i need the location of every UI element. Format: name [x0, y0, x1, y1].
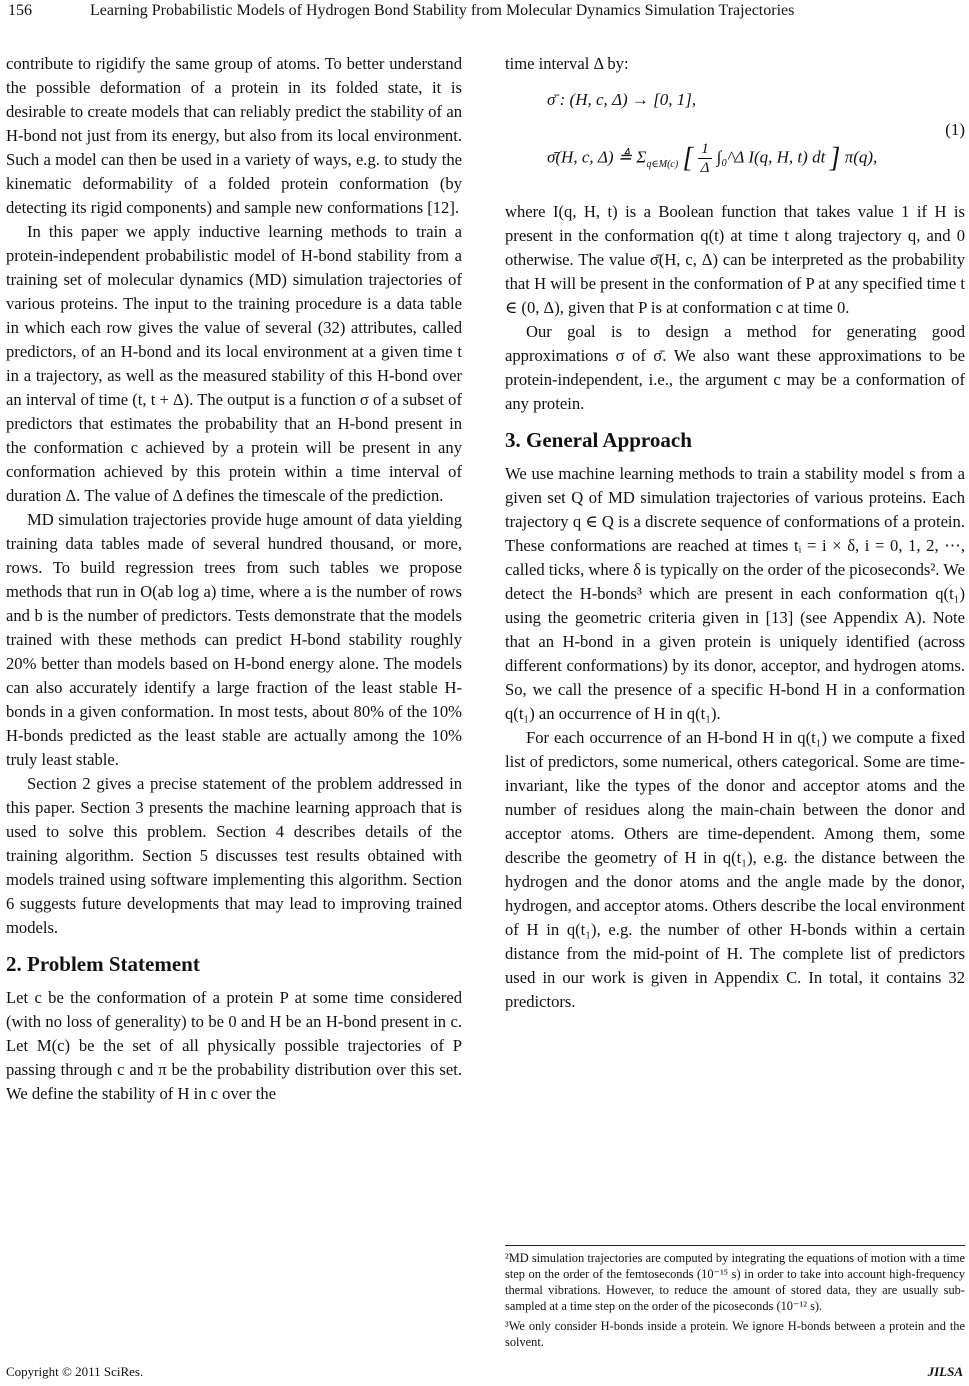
paragraph: contribute to rigidify the same group of atoms. To better understand the possible deformation of a protein in its folded state, it is desirable to create models that can reliably predict the stability of an H-bond not just from its energy, but also from its local environment. Such a model can then be used in a variety of ways, e.g. to study the kinematic deformability of a folded protein conformation (by detecting its rigid components) and sample new conformations [12].: [6, 54, 462, 217]
paragraph: Section 2 gives a precise statement of the problem addressed in this paper. Section 3 presents the machine learning approach that is used to solve this problem. Section 4 describes details of the training algorithm. Section 5 discusses test results obtained with models trained using software implementing this algorithm. Section 6 suggests future developments that may lead to improving trained models.: [6, 774, 462, 937]
right-column: [505, 52, 965, 1014]
paragraph: MD simulation trajectories provide huge amount of data yielding training data tables made of several hundred thousand, or more, rows. To build regression trees from such tables we propose methods that run in O(ab log a) time, where a is the number of rows and b is the number of predictors. Tests demonstrate that the models trained with these methods can predict H-bond stability roughly 20% better than models based on H-bond energy alone. The models can also accurately identify a large fraction of the least stable H-bonds in a given conformation. In most tests, about 80% of the 10% H-bonds predicted as the least stable are actually among the 10% truly least stable.: [6, 510, 462, 769]
equation-line: σ̄(H, c, Δ) ≜ $\Sigma_{q\in M(c)}$ [ $\frac{1}{\Delta}$ ∫₀^Δ I(q, H, t) dt ] π(q),: [547, 141, 878, 176]
copyright: Copyright © 2011 SciRes.: [6, 1364, 144, 1379]
footnote-2: ²MD simulation trajectories are computed by integrating the equations of motion with a time step on the order of the femtoseconds (10⁻¹⁵ s) in order to take into account high-frequency thermal vibrations. However, to reduce the amount of stored data, they are usually sub-sampled at a time step on the order of the picoseconds (10⁻¹² s).: [505, 1251, 965, 1313]
running-title: Learning Probabilistic Models of Hydrogen Bond Stability from Molecular Dynamics Simulation Trajectories: [90, 2, 795, 19]
numerator: 1: [698, 140, 713, 159]
sum-subscript: q∈M(c): [646, 158, 679, 170]
paragraph: For each occurrence of an H-bond H in q(t₁) we compute a fixed list of predictors, some numerical, others categorical. Some are time-invariant, like the types of the donor and acceptor atoms and the number of residues along the main-chain between the donor and acceptor atoms. Others are time-dependent. Among them, some describe the geometry of H in q(t₁), e.g. the distance between the hydrogen and the donor atoms and the angle made by the donor, hydrogen, and acceptor atoms. Others describe the local environment of H in q(t₁), e.g. the number of other H-bonds within a certain distance from the mid-point of H. The complete list of predictors used in our work is given in Appendix C. In total, it contains 32 predictors.: [505, 728, 965, 1011]
footnote-rule: [505, 1245, 965, 1246]
paragraph: time interval Δ by:: [505, 54, 629, 73]
paragraph: We use machine learning methods to train a stability model s from a given set Q of MD simulation trajectories of various proteins. Each trajectory q ∈ Q is a discrete sequence of conformations of a protein. These conformations are reached at times tᵢ = i × δ, i = 0, 1, 2, ⋯, called ticks, where δ is typically on the order of the picoseconds². We detect the H-bonds³ which are present in each conformation q(t₁) using the geometric criteria given in [13] (see Appendix A). Note that an H-bond in a given protein is uniquely identified (across different conformations) by its donor, acceptor, and hydrogen atoms. So, we call the presence of a specific H-bond H in a conformation q(t₁) an occurrence of H in q(t₁).: [505, 464, 965, 723]
journal-name: JILSA: [927, 1364, 963, 1379]
equation-line: σ̄ : (H, c, Δ) → [0, 1],: [547, 90, 697, 109]
equation-tail: π(q),: [844, 147, 878, 167]
paragraph: Let c be the conformation of a protein P at some time considered (with no loss of generality) to be 0 and H be an H-bond present in c. Let M(c) be the set of all physically possible trajectories of P passing through c and π be the probability distribution over this set. We define the stability of H in c over the: [6, 988, 462, 1103]
paragraph: where I(q, H, t) is a Boolean function that takes value 1 if H is present in the conformation q(t) at time t along trajectory q, and 0 otherwise. The value σ̄(H, c, Δ) can be interpreted as the probability that H will be present in the conformation of P at any specified time t ∈ (0, Δ), given that P is at conformation c at time 0.: [505, 202, 965, 317]
fraction: [698, 140, 713, 177]
page-header: [0, 0, 969, 30]
denominator: Δ: [700, 160, 710, 176]
paragraph: Our goal is to design a method for generating good approximations σ of σ̄. We also want these approximations to be protein-independent, i.e., the argument c may be a conformation of any protein.: [505, 322, 965, 413]
footnote-3: ³We only consider H-bonds inside a protein. We ignore H-bonds between a protein and the solvent.: [505, 1319, 965, 1349]
equation-1: [505, 78, 965, 196]
left-column: [6, 52, 462, 1106]
section-heading: 3. General Approach: [505, 428, 692, 452]
page-number: 156: [8, 2, 32, 19]
equation-lhs: σ̄(H, c, Δ) ≜ Σ: [547, 147, 647, 167]
section-heading: 2. Problem Statement: [6, 952, 200, 976]
integral: ∫₀^Δ I(q, H, t) dt: [716, 147, 826, 167]
paragraph: In this paper we apply inductive learning methods to train a protein-independent probabilistic model of H-bond stability from a training set of molecular dynamics (MD) simulation trajectories of various proteins. The input to the training procedure is a data table in which each row gives the value of several (32) attributes, called predictors, of an H-bond and its local environment at a given time t in a trajectory, as well as the measured stability of this H-bond over an interval of time (t, t + Δ). The output is a function σ of a subset of predictors that estimates the probability that an H-bond present in the conformation c achieved by a protein will be present in any conformation achieved by this protein within a time interval of duration Δ. The value of Δ defines the timescale of the prediction.: [6, 222, 462, 505]
equation-number: (1): [945, 120, 965, 139]
